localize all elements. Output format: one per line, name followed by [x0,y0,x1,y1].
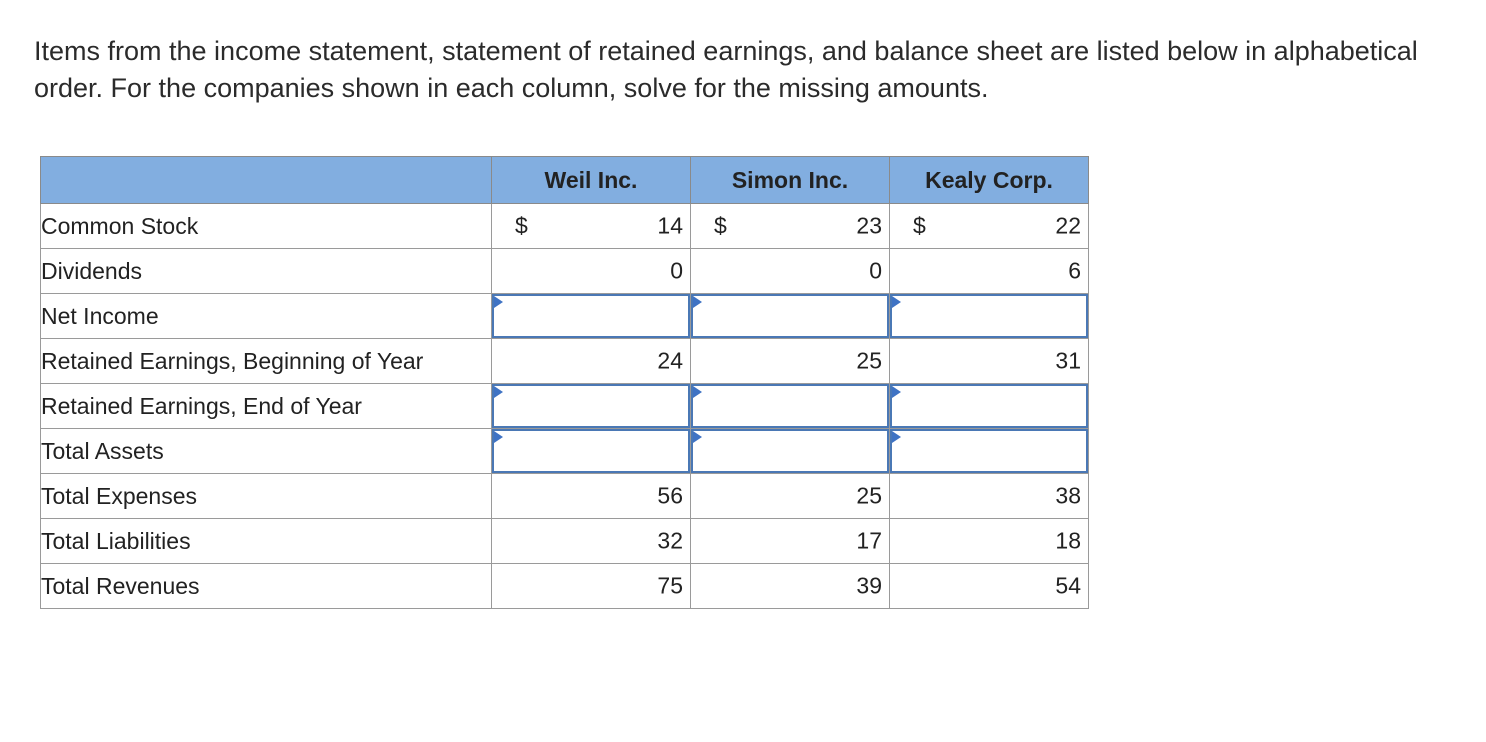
instructions-text: Items from the income statement, statement of retained earnings, and balance sheet are listed below in alphabetical order. For the companies shown in each column, solve for the missing amounts. [34,36,1418,103]
value-cell-kealy [890,474,1089,519]
value-cell-kealy [890,564,1089,609]
value-cell-weil [492,204,691,249]
input-cell-weil [492,429,691,474]
input-cell-simon [691,429,890,474]
financial-data-table [40,156,1089,609]
cell-value: 54 [1055,572,1081,599]
retained-earnings-end-input-simon[interactable] [691,384,889,428]
column-header-kealy: Kealy Corp. [890,157,1089,204]
input-cell-simon [691,384,890,429]
cell-value: 25 [856,347,882,374]
net-income-input-simon[interactable] [691,294,889,338]
cell-value: 22 [1055,212,1081,239]
cell-value: 32 [657,527,683,554]
total-assets-input-weil[interactable] [492,429,690,473]
input-marker-icon [693,386,702,398]
retained-earnings-end-input-kealy[interactable] [890,384,1088,428]
table-header-row [41,157,1089,204]
cell-value: 0 [670,257,683,284]
row-label: Dividends [41,249,492,294]
header-corner-cell [41,157,492,204]
input-cell-simon [691,294,890,339]
row-label: Total Assets [41,429,492,474]
currency-symbol: $ [515,212,528,239]
input-marker-icon [892,431,901,443]
input-cell-kealy [890,294,1089,339]
net-income-input-weil[interactable] [492,294,690,338]
table-row-total-expenses [41,474,1089,519]
row-label: Retained Earnings, End of Year [41,384,492,429]
row-label: Total Expenses [41,474,492,519]
value-cell-weil [492,564,691,609]
table-row-dividends [41,249,1089,294]
cell-value: 23 [856,212,882,239]
input-marker-icon [693,431,702,443]
table-row-total-assets [41,429,1089,474]
cell-value: 14 [657,212,683,239]
value-cell-simon [691,204,890,249]
value-cell-simon [691,249,890,294]
table-row-total-revenues [41,564,1089,609]
input-marker-icon [892,386,901,398]
value-cell-simon [691,564,890,609]
value-cell-kealy [890,519,1089,564]
cell-value: 56 [657,482,683,509]
column-header-simon: Simon Inc. [691,157,890,204]
cell-value: 18 [1055,527,1081,554]
value-cell-simon [691,339,890,384]
table-row-net-income [41,294,1089,339]
cell-value: 39 [856,572,882,599]
value-cell-kealy [890,339,1089,384]
input-marker-icon [892,296,901,308]
cell-value: 31 [1055,347,1081,374]
value-cell-simon [691,474,890,519]
net-income-input-kealy[interactable] [890,294,1088,338]
input-marker-icon [693,296,702,308]
cell-value: 75 [657,572,683,599]
input-marker-icon [494,386,503,398]
value-cell-simon [691,519,890,564]
cell-value: 25 [856,482,882,509]
row-label: Net Income [41,294,492,339]
table-row-total-liabilities [41,519,1089,564]
cell-value: 17 [856,527,882,554]
currency-symbol: $ [913,212,926,239]
value-cell-weil [492,249,691,294]
total-assets-input-simon[interactable] [691,429,889,473]
row-label: Retained Earnings, Beginning of Year [41,339,492,384]
row-label: Common Stock [41,204,492,249]
cell-value: 0 [869,257,882,284]
input-cell-kealy [890,384,1089,429]
table-row-retained-earnings-end [41,384,1089,429]
row-label: Total Revenues [41,564,492,609]
input-cell-weil [492,384,691,429]
cell-value: 38 [1055,482,1081,509]
input-cell-kealy [890,429,1089,474]
value-cell-kealy [890,204,1089,249]
total-assets-input-kealy[interactable] [890,429,1088,473]
row-label: Total Liabilities [41,519,492,564]
value-cell-kealy [890,249,1089,294]
input-marker-icon [494,296,503,308]
input-marker-icon [494,431,503,443]
table-row-retained-earnings-beginning [41,339,1089,384]
value-cell-weil [492,474,691,519]
input-cell-weil [492,294,691,339]
column-header-weil: Weil Inc. [492,157,691,204]
cell-value: 24 [657,347,683,374]
table-row-common-stock [41,204,1089,249]
retained-earnings-end-input-weil[interactable] [492,384,690,428]
cell-value: 6 [1068,257,1081,284]
value-cell-weil [492,339,691,384]
value-cell-weil [492,519,691,564]
currency-symbol: $ [714,212,727,239]
